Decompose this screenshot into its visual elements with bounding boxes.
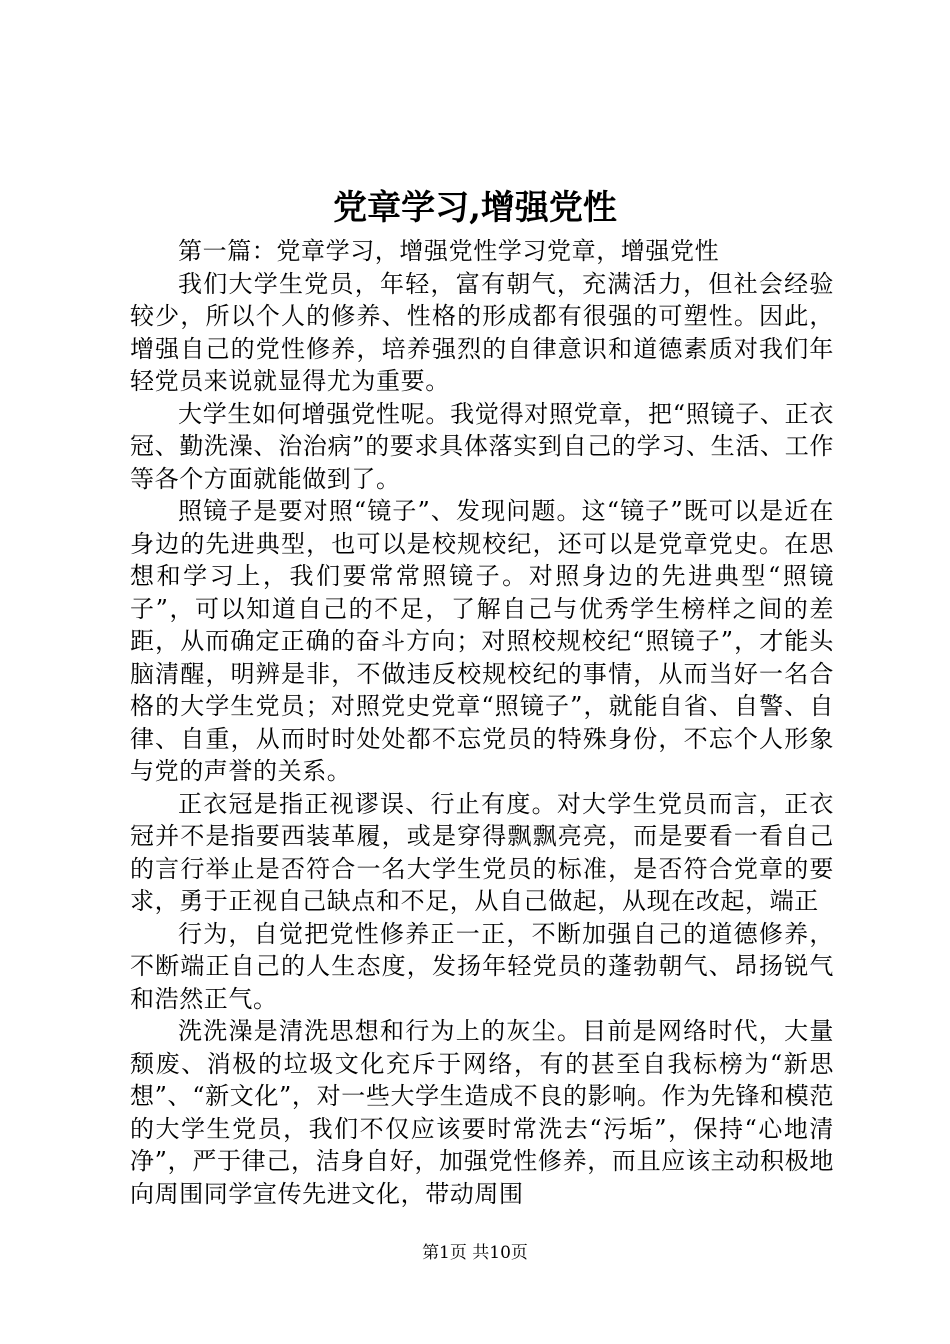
page-footer: 第1页 共10页 [422, 1243, 528, 1263]
paragraph-7: 洗洗澡是清洗思想和行为上的灰尘。目前是网络时代，大量颓废、消极的垃圾文化充斥于网络，有的甚至自我标榜为“新思想”、“新文化”，对一些大学生造成不良的影响。作为先锋和模范的大学生党员，我们不仅应该要时常洗去“污垢”，保持“心地清净”，严于律己，洁身自好，加强党性修养，而且应该主动积极地向周围同学宣传先进文化，带动周围 [130, 1017, 834, 1208]
document-body [130, 235, 834, 1210]
document-title: 党章学习,增强党性 [333, 188, 617, 228]
paragraph-5: 正衣冠是指正视谬误、行止有度。对大学生党员而言，正衣冠并不是指要西装革履，或是穿得飘飘亮亮，而是要看一看自己的言行举止是否符合一名大学生党员的标准，是否符合党章的要求，勇于正视自己缺点和不足，从自己做起，从现在改起，端正 [130, 789, 834, 915]
paragraph-1: 第一篇：党章学习，增强党性学习党章，增强党性 [178, 237, 720, 265]
paragraph-6: 行为，自觉把党性修养正一正，不断加强自己的道德修养，不断端正自己的人生态度，发扬年轻党员的蓬勃朝气、昂扬锐气和浩然正气。 [130, 919, 834, 1013]
paragraph-3: 大学生如何增强党性呢。我觉得对照党章，把“照镜子、正衣冠、勤洗澡、治治病”的要求具体落实到自己的学习、生活、工作等各个方面就能做到了。 [130, 399, 834, 493]
paragraph-4: 照镜子是要对照“镜子”、发现问题。这“镜子”既可以是近在身边的先进典型，也可以是校规校纪，还可以是党章党史。在思想和学习上，我们要常常照镜子。对照身边的先进典型“照镜子”，可以知道自己的不足，了解自己与优秀学生榜样之间的差距，从而确定正确的奋斗方向；对照校规校纪“照镜子”，才能头脑清醒，明辨是非，不做违反校规校纪的事情，从而当好一名合格的大学生党员；对照党史党章“照镜子”，就能自省、自警、自律、自重，从而时时处处都不忘党员的特殊身份，不忘个人形象与党的声誉的关系。 [130, 497, 834, 785]
paragraph-2: 我们大学生党员，年轻，富有朝气，充满活力，但社会经验较少，所以个人的修养、性格的形成都有很强的可塑性。因此，增强自己的党性修养，培养强烈的自律意识和道德素质对我们年轻党员来说就显得尤为重要。 [130, 269, 834, 395]
